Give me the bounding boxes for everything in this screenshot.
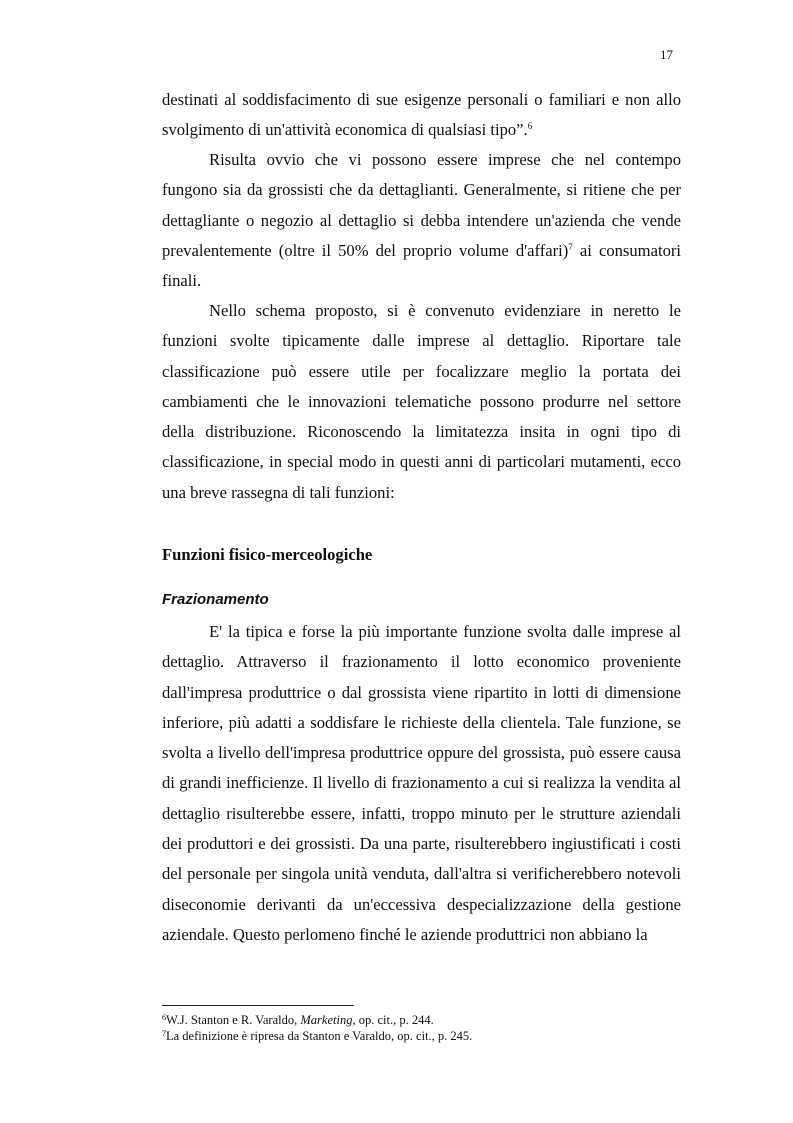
footnotes — [162, 1012, 472, 1044]
paragraph-3: Nello schema proposto, si è convenuto evidenziare in neretto le funzioni svolte tipicamente dalle imprese al dettaglio. Riportare tale classificazione può essere utile per focalizzare meglio la portata dei cambiamenti che le innovazioni telematiche possono produrre nel settore della distribuzione. Riconoscendo la limitatezza insita in ogni tipo di classificazione, in special modo in questi anni di particolari mutamenti, ecco una breve rassegna di tali funzioni: — [162, 301, 681, 502]
paragraph-2-text-b: ai consumatori finali. — [162, 240, 681, 291]
footnote-divider — [162, 1005, 354, 1006]
page-number: 17 — [660, 47, 673, 62]
paragraph-2 — [162, 145, 681, 296]
footnote-title: Marketing — [300, 1013, 353, 1027]
paragraph-1-text: destinati al soddisfacimento di sue esigenze personali o familiari e non allo svolgimento di un'attività economica di qualsiasi tipo”. — [162, 90, 681, 140]
footnote-text-end: , op. cit., p. 244. — [352, 1013, 434, 1027]
paragraph-4: E' la tipica e forse la più importante funzione svolta dalle imprese al dettaglio. Attraverso il frazionamento il lotto economico proveniente dall'impresa produttrice o dal grossista viene ripartito in lotti di dimensione inferiore, più adatti a soddisfare le richieste della clientela. Tale funzione, se svolta a livello dell'impresa produttrice oppure del grossista, può essere causa di grandi inefficienze. Il livello di frazionamento a cui si realizza la vendita al dettaglio risulterebbe essere, infatti, troppo minuto per le strutture aziendali dei produttori e dei grossisti. Da una parte, risulterebbero ingiustificati i costi del personale per singola unità venduta, dall'altra si verificherebbero notevoli diseconomie derivanti da un'eccessiva despecializzazione della gestione aziendale. Questo perlomeno finché le aziende produttrici non abbiano la — [162, 622, 681, 944]
section-heading: Funzioni fisico-merceologiche — [162, 545, 373, 564]
paragraph-2-text-a: Risulta ovvio che vi possono essere imprese che nel contempo fungono sia da grossisti che da dettaglianti. Generalmente, si ritiene che per dettagliante o negozio al dettaglio si debba intendere un'azienda che vende prevalentemente (oltre il 50% del proprio volume d'affari) — [162, 150, 681, 260]
footnote-text: W.J. Stanton e R. Varaldo, — [166, 1013, 301, 1027]
section-subheading: Frazionamento — [162, 591, 269, 608]
footnote-number: 7 — [162, 1029, 166, 1038]
footnote-6 — [162, 1012, 472, 1028]
footnote-text: La definizione è ripresa da Stanton e Varaldo, op. cit., p. 245. — [166, 1029, 473, 1043]
footnote-number: 6 — [162, 1013, 166, 1022]
footnote-ref-7: 7 — [568, 241, 573, 252]
footnote-ref-6: 6 — [527, 121, 533, 132]
paragraph-1 — [162, 85, 681, 146]
footnote-7 — [162, 1028, 472, 1044]
